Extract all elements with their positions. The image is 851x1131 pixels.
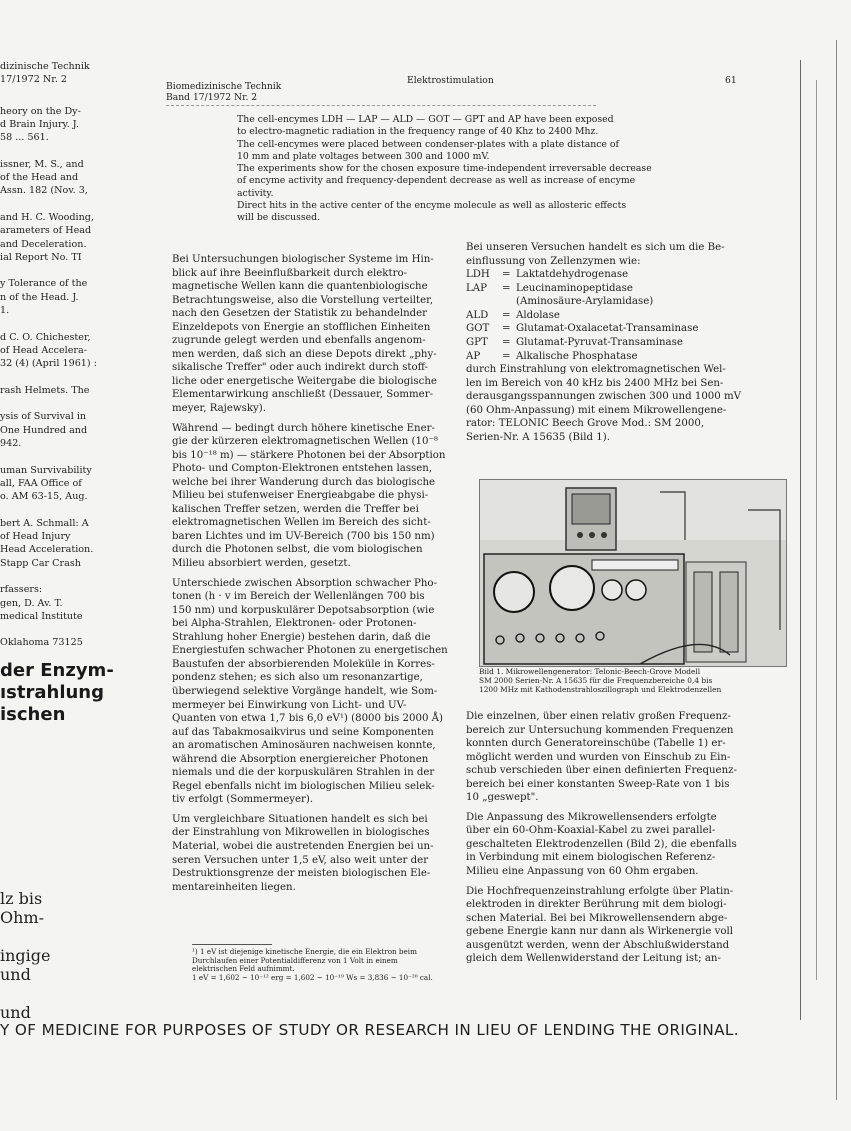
text-line: der Einstrahlung von Mikrowellen in biologisches: [172, 827, 430, 839]
abstract-line: The cell-encymes were placed between condenser-plates with a plate distance of: [237, 138, 619, 150]
enzyme-name: Laktatdehydrogenase: [516, 269, 629, 281]
text-line: mentareinheiten liegen.: [172, 881, 296, 893]
abstract-line: to electro-magnetic radiation in the frequency range of 40 Khz to 2400 Mhz.: [237, 126, 599, 138]
abstract-line: will be discussed.: [237, 212, 321, 224]
text-line: Um vergleichbare Situationen handelt es sich bei: [172, 813, 428, 825]
text-line: pondenz stehen; es sich also um resonanzartige,: [172, 672, 423, 684]
text-line: len im Bereich von 40 kHz bis 2400 MHz bei Sen-: [466, 377, 724, 389]
left-reference-line: 58 ... 561.: [0, 132, 49, 144]
left-reference-lines: [0, 105, 125, 650]
library-stamp: Y OF MEDICINE FOR PURPOSES OF STUDY OR RESEARCH IN LIEU OF LENDING THE ORIGINAL.: [0, 1021, 739, 1039]
left-top-lines: [0, 60, 125, 87]
left-reference-line: [0, 623, 125, 636]
text-line: gleich dem Wellenwiderstand der Leitung ist; an-: [466, 953, 721, 965]
text-line: Während — bedingt durch höhere kinetische Ener-: [172, 422, 435, 434]
text-line: Energiestufen schwacher Photonen zu energetischen: [172, 645, 448, 657]
text-line: möglicht werden und wurden von Einschub zu Ein-: [466, 751, 731, 763]
body-column-left: [172, 253, 469, 894]
text-line: 150 nm) und korpuskulärer Depotsabsorption (wie: [172, 604, 435, 616]
enzyme-list: [466, 268, 698, 363]
left-reference-line: ysis of Survival in: [0, 411, 87, 423]
text-line: 10 „geswept".: [466, 792, 539, 804]
scan-edge-line-3: [836, 40, 837, 1100]
text-line: liche oder energetische Weitergabe die biologische: [172, 375, 437, 387]
paragraph: [172, 813, 469, 894]
enzyme-name: (Aminosäure-Arylamidase): [516, 296, 654, 308]
left-reference-line: arameters of Head: [0, 225, 92, 237]
abstract-line: The experiments show for the chosen exposure time-independent irreversable decrease: [237, 163, 652, 175]
text-line: Milieu eine Anpassung von 60 Ohm ergaben.: [466, 866, 699, 878]
text-line: bei Alpha-Strahlen, Elektronen- oder Protonen-: [172, 618, 417, 630]
left-reference-line: [0, 450, 125, 463]
enzyme-row: [466, 309, 698, 323]
text-line: schen Material. Bei bei Mikrowellensendern abge-: [466, 912, 728, 924]
left-heading-line: ischen: [0, 704, 66, 725]
enzyme-row: [466, 336, 698, 350]
left-reference-line: One Hundred and: [0, 424, 88, 436]
text-line: gebene Energie kann nur dann als Wirkenergie voll: [466, 926, 733, 938]
radiation-description: [466, 363, 786, 444]
left-reference-line: 1.: [0, 305, 10, 317]
enzyme-separator: =: [502, 323, 511, 335]
paragraph: [466, 885, 786, 966]
body-column-right: [466, 241, 786, 445]
left-reference-line: [0, 264, 125, 277]
enzyme-name: Leucinaminopeptidase: [516, 282, 633, 294]
text-line: Regel ebenfalls nicht im biologischen Milieu selek-: [172, 780, 435, 792]
text-line: nach den Gesetzen der Statistik zu behandelnder: [172, 308, 428, 320]
left-reference-line: ial Report No. TI: [0, 251, 82, 263]
left-reference-line: Stapp Car Crash: [0, 557, 81, 569]
enzyme-separator: =: [502, 350, 511, 362]
paragraph: [172, 422, 469, 571]
caption-line: 1200 MHz mit Kathodenstrahloszillograph und Elektrodenzellen: [479, 684, 722, 694]
footnote: [192, 948, 472, 982]
english-abstract: [237, 114, 667, 225]
text-line: Die einzelnen, über einen relativ großen Frequenz-: [466, 711, 731, 722]
enzyme-abbreviation: LDH: [466, 269, 490, 281]
text-line: Bei Untersuchungen biologischer Systeme im Hin-: [172, 254, 434, 265]
left-reference-line: 32 (4) (April 1961) :: [0, 358, 97, 370]
journal-line-1: Biomedizinische Technik: [166, 81, 282, 92]
left-reference-line: issner, M. S., and: [0, 158, 84, 170]
enzyme-row: [466, 350, 698, 364]
left-bottom-lines: [0, 889, 125, 1022]
text-line: (60 Ohm-Anpassung) mit einem Mikrowellengene-: [466, 404, 727, 416]
left-reference-line: and Deceleration.: [0, 238, 87, 250]
text-line: gie der kürzeren elektromagnetischen Wellen (10⁻⁸: [172, 436, 438, 448]
left-reference-line: and H. C. Wooding,: [0, 211, 94, 223]
figure-caption: [479, 668, 785, 694]
left-reference-line: of the Head and: [0, 172, 79, 184]
left-reference-line: y Tolerance of the: [0, 278, 88, 290]
enzyme-separator: =: [502, 269, 511, 281]
left-header-line: dizinische Technik: [0, 61, 90, 72]
scan-edge-line: [800, 60, 801, 1020]
left-reference-line: [0, 317, 125, 330]
left-reference-line: medical Institute: [0, 610, 83, 622]
left-reference-line: bert A. Schmall: A: [0, 517, 89, 529]
left-reference-line: heory on the Dy-: [0, 105, 81, 117]
text-line: niemals und die der korpuskulären Strahlen in der: [172, 767, 435, 779]
text-line: bereich zur Untersuchung kommenden Frequenzen: [466, 724, 734, 736]
enzyme-separator: [502, 295, 516, 309]
left-reference-line: all, FAA Office of: [0, 477, 82, 489]
microwave-generator-photo: [479, 479, 787, 667]
enzyme-name: Glutamat-Pyruvat-Transaminase: [516, 337, 683, 349]
left-reference-line: Head Acceleration.: [0, 544, 94, 556]
text-line: Betrachtungsweise, also die Vorstellung verteilter,: [172, 294, 434, 306]
text-line: Milieu absorbiert werden, gesetzt.: [172, 558, 351, 570]
paragraph: [172, 577, 469, 807]
caption-line: SM 2000 Serien-Nr. A 15635 für die Frequenzbereiche 0,4 bis: [479, 675, 713, 685]
text-line: derausgangsspannungen zwischen 300 und 1000 mV: [466, 391, 742, 403]
text-line: Einzeldepots von Energie an stofflichen Einheiten: [172, 321, 431, 333]
left-bottom-line: [0, 927, 125, 946]
left-reference-line: uman Survivability: [0, 464, 92, 476]
text-line: an aromatischen Aminosäuren nachweisen konnte,: [172, 740, 436, 752]
text-line: überwiegend selektive Vorgänge handelt, wie Som-: [172, 685, 438, 697]
left-header-line: 17/1972 Nr. 2: [0, 74, 68, 86]
text-line: durch die Photonen selbst, die vom biologischen: [172, 544, 423, 556]
enzyme-abbreviation: GOT: [466, 323, 490, 335]
footnote-rule: [192, 944, 272, 945]
text-line: Photo- und Compton-Elektronen entstehen lassen,: [172, 463, 433, 475]
text-line: Strahlung hoher Energie) bestehen darin, daß die: [172, 631, 431, 643]
enzyme-row: [466, 295, 698, 309]
left-cutoff-column: [0, 60, 125, 650]
text-line: Destruktionsgrenze der meisten biologischen Ele-: [172, 868, 431, 880]
text-line: sikalische Treffer" oder auch indirekt durch stoff-: [172, 362, 428, 374]
scan-edge-line-2: [816, 80, 817, 980]
text-line: während die Absorption energiereicher Photonen: [172, 753, 429, 765]
text-line: Bei unseren Versuchen handelt es sich um die Be-: [466, 242, 725, 253]
text-line: Elementarwirkung anschließt (Dessauer, Sommer-: [172, 389, 434, 401]
text-line: durch Einstrahlung von elektromagnetischen Wel-: [466, 364, 726, 376]
text-line: Serien-Nr. A 15635 (Bild 1).: [466, 431, 610, 443]
enzyme-row: [466, 282, 698, 296]
footnote-line: elektrischen Feld aufnimmt.: [192, 964, 295, 974]
text-line: tiv erfolgt (Sommermeyer).: [172, 794, 314, 806]
enzyme-row: [466, 268, 698, 282]
text-line: einflussung von Zellenzymen wie:: [466, 255, 641, 267]
enzyme-abbreviation: LAP: [466, 282, 487, 294]
text-line: blick auf ihre Beeinflußbarkeit durch elektro-: [172, 267, 408, 279]
left-reference-line: d C. O. Chichester,: [0, 331, 91, 343]
text-line: Die Hochfrequenzeinstrahlung erfolgte über Platin-: [466, 885, 734, 897]
left-bottom-line: ingige: [0, 946, 51, 965]
text-line: schub verschieden über einen definierten Frequenz-: [466, 765, 737, 777]
left-reference-line: rash Helmets. The: [0, 384, 90, 396]
enzyme-name: Aldolase: [516, 309, 560, 321]
left-reference-line: Assn. 182 (Nov. 3,: [0, 185, 88, 197]
text-line: auf das Tabakmosaikvirus und seine Komponenten: [172, 726, 434, 738]
left-bottom-line: und: [0, 965, 31, 984]
text-line: Milieu bei stufenweiser Energieabgabe die physi-: [172, 490, 429, 502]
left-reference-line: [0, 504, 125, 517]
left-reference-line: n of the Head. J.: [0, 291, 79, 303]
text-line: bereich bei einer konstanten Sweep-Rate von 1 bis: [466, 778, 730, 790]
text-line: geschalteten Elektrodenzellen (Bild 2), die ebenfalls: [466, 838, 737, 850]
left-reference-line: rfassers:: [0, 584, 43, 596]
left-reference-line: d Brain Injury. J.: [0, 118, 79, 130]
enzyme-separator: =: [502, 337, 511, 349]
enzyme-abbreviation: AP: [466, 350, 481, 362]
left-heading-line: der Enzym-: [0, 660, 114, 681]
text-line: mermeyer bei Einwirkung von Licht- und UV-: [172, 699, 407, 711]
header-rule: [166, 105, 596, 106]
left-bottom-line: und: [0, 1003, 31, 1022]
left-reference-line: [0, 144, 125, 157]
text-line: bis 10⁻¹⁸ m) — stärkere Photonen bei der Absorption: [172, 449, 446, 461]
paragraph: [172, 253, 469, 416]
text-line: tonen (h · v im Bereich der Wellenlängen 700 bis: [172, 591, 425, 603]
enzyme-intro: [466, 241, 786, 268]
left-bottom-line: [0, 984, 125, 1003]
text-line: elektromagnetischen Wellen im Bereich des sicht-: [172, 517, 431, 529]
text-line: welche bei ihrer Wanderung durch das biologische: [172, 476, 436, 488]
text-line: über ein 60-Ohm-Koaxial-Kabel zu zwei parallel-: [466, 825, 716, 837]
left-reference-line: 942.: [0, 438, 22, 450]
text-line: Quanten von etwa 1,7 bis 6,0 eV¹) (8000 bis 2000 Å): [172, 713, 444, 725]
text-line: Unterschiede zwischen Absorption schwacher Pho-: [172, 577, 437, 589]
enzyme-abbreviation: ALD: [466, 309, 489, 321]
abstract-line: The cell-encymes LDH — LAP — ALD — GOT — GPT and AP have been exposed: [237, 114, 614, 125]
left-reference-line: Oklahoma 73125: [0, 637, 83, 649]
left-reference-line: [0, 397, 125, 410]
enzyme-abbreviation: [466, 295, 502, 309]
text-line: konnten durch Generatoreinschübe (Tabelle 1) er-: [466, 738, 726, 750]
text-line: Material, wobei die austretenden Energien bei un-: [172, 840, 434, 852]
left-reference-line: of Head Accelera-: [0, 344, 87, 356]
footnote-line: ¹) 1 eV ist diejenige kinetische Energie, die ein Elektron beim: [192, 947, 417, 956]
caption-line: Bild 1. Mikrowellengenerator: Telonic-Beech-Grove Modell: [479, 667, 701, 676]
left-reference-line: of Head Injury: [0, 531, 71, 543]
left-reference-line: [0, 371, 125, 384]
left-reference-line: [0, 198, 125, 211]
enzyme-name: Alkalische Phosphatase: [516, 350, 638, 362]
text-line: ausgenützt werden, wenn der Abschlußwiderstand: [466, 939, 730, 951]
footnote-line: Durchlaufen einer Potentialdifferenz von 1 Volt in einem: [192, 955, 398, 965]
text-line: Die Anpassung des Mikrowellensenders erfolgte: [466, 811, 717, 823]
text-line: rator: TELONIC Beech Grove Mod.: SM 2000,: [466, 418, 705, 430]
text-line: seren Versuchen unter 1,5 eV, also weit unter der: [172, 854, 429, 866]
text-line: Baustufen der absorbierenden Moleküle in Korres-: [172, 658, 435, 670]
enzyme-row: [466, 322, 698, 336]
text-line: elektroden in direkter Berührung mit dem biologi-: [466, 899, 727, 911]
journal-line-2: Band 17/1972 Nr. 2: [166, 92, 258, 103]
journal-name: [166, 81, 281, 103]
text-line: zugrunde gelegt werden und ebenfalls angenom-: [172, 335, 426, 347]
page-number: 61: [725, 75, 737, 86]
left-reference-line: gen, D. Av. T.: [0, 597, 63, 609]
paragraph: [466, 710, 786, 805]
enzyme-abbreviation: GPT: [466, 337, 488, 349]
section-title: Elektrostimulation: [407, 75, 494, 86]
enzyme-name: Glutamat-Oxalacetat-Transaminase: [516, 323, 699, 335]
text-line: in Verbindung mit einem biologischen Referenz-: [466, 852, 716, 864]
left-article-heading: [0, 660, 125, 726]
text-line: baren Lichtes und im UV-Bereich (700 bis 150 nm): [172, 530, 435, 542]
abstract-line: activity.: [237, 187, 274, 199]
paragraph: [466, 811, 786, 879]
left-reference-line: o. AM 63-15, Aug.: [0, 491, 88, 503]
body-column-right-lower: [466, 710, 786, 966]
enzyme-separator: =: [502, 282, 511, 294]
photo-drawing: [480, 480, 786, 666]
abstract-line: Direct hits in the active center of the encyme molecule as well as allosteric effects: [237, 200, 627, 212]
text-line: kalischen Treffer setzen, werden die Treffer bei: [172, 503, 419, 515]
left-bottom-line: lz bis: [0, 889, 43, 908]
left-bottom-line: Ohm-: [0, 908, 44, 927]
enzyme-separator: =: [502, 309, 511, 321]
left-reference-line: [0, 570, 125, 583]
text-line: men werden, daß sich an diese Depots direkt „phy-: [172, 348, 437, 360]
abstract-line: of encyme activity and frequency-dependent decrease as well as increase of encyme: [237, 175, 636, 187]
footnote-line: 1 eV = 1,602 ~ 10⁻¹² erg = 1,602 ~ 10⁻¹⁹ Ws = 3,836 ~ 10⁻²⁰ cal.: [192, 972, 433, 982]
text-line: meyer, Rajewsky).: [172, 403, 266, 415]
text-line: magnetische Wellen kann die quantenbiologische: [172, 281, 428, 293]
left-heading-line: ıstrahlung: [0, 682, 105, 703]
abstract-line: 10 mm and plate voltages between 300 and 1000 mV.: [237, 150, 490, 162]
